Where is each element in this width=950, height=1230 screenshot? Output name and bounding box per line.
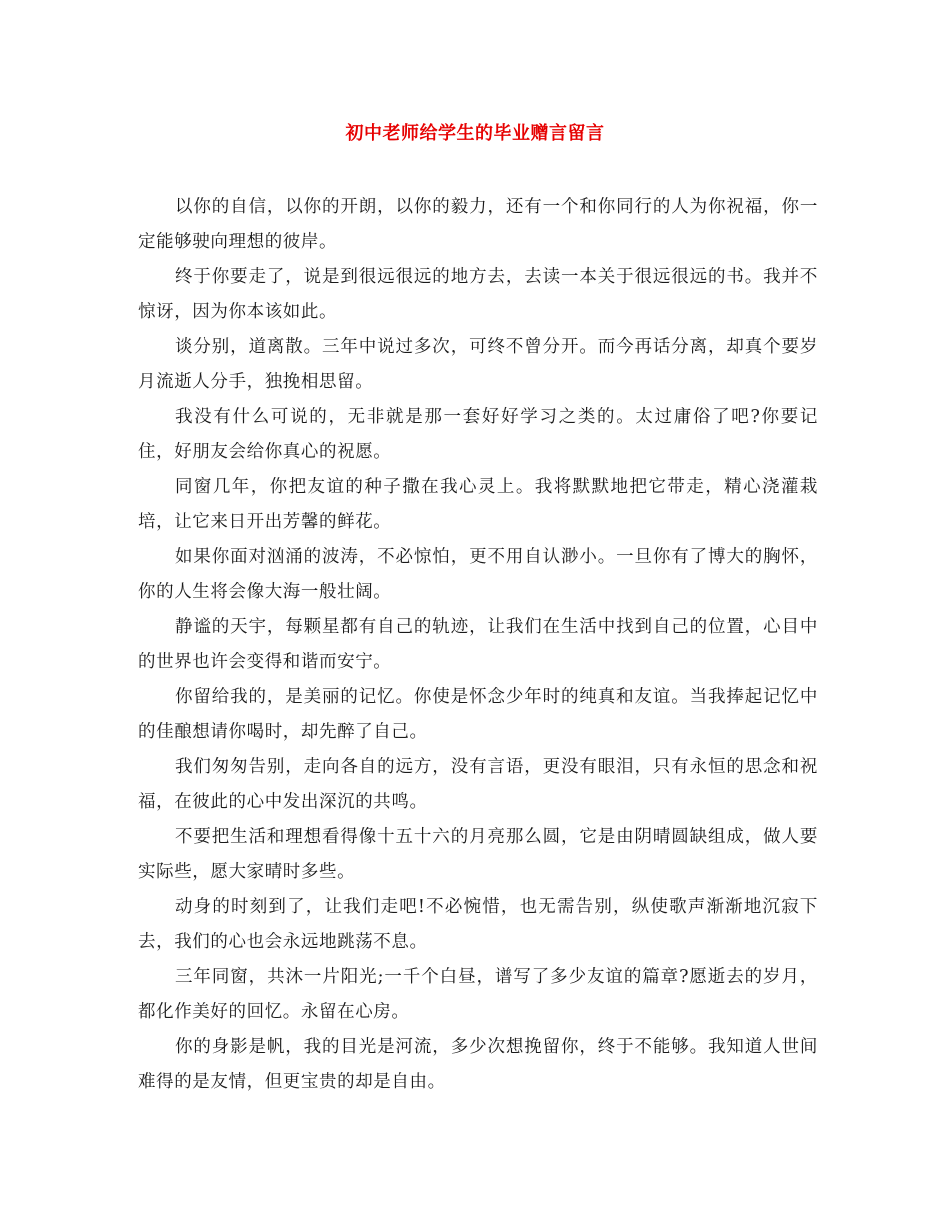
paragraph-1: 以你的自信，以你的开朗，以你的毅力，还有一个和你同行的人为你祝福，你一定能够驶向理想的彼岸。: [138, 197, 818, 252]
paragraph-13: 你的身影是帆，我的目光是河流，多少次想挽留你，终于不能够。我知道人世间难得的是友情，但更宝贵的却是自由。: [138, 1037, 818, 1092]
paragraph-11: 动身的时刻到了，让我们走吧!不必惋惜，也无需告别，纵使歌声渐渐地沉寂下去，我们的心也会永远地跳荡不息。: [138, 897, 818, 952]
paragraph-8: 你留给我的，是美丽的记忆。你使是怀念少年时的纯真和友谊。当我捧起记忆中的佳酿想请你喝时，却先醉了自己。: [138, 687, 818, 742]
page-title: 初中老师给学生的毕业赠言留言: [345, 123, 605, 144]
paragraph-9: 我们匆匆告别，走向各自的远方，没有言语，更没有眼泪，只有永恒的思念和祝福，在彼此的心中发出深沉的共鸣。: [138, 757, 818, 812]
paragraph-6: 如果你面对汹涌的波涛，不必惊怕，更不用自认渺小。一旦你有了博大的胸怀，你的人生将会像大海一般壮阔。: [138, 547, 818, 602]
paragraph-2: 终于你要走了，说是到很远很远的地方去，去读一本关于很远很远的书。我并不惊讶，因为你本该如此。: [138, 267, 818, 322]
paragraph-3: 谈分别，道离散。三年中说过多次，可终不曾分开。而今再话分离，却真个要岁月流逝人分手，独挽相思留。: [138, 337, 818, 392]
paragraph-7: 静谧的天宇，每颗星都有自己的轨迹，让我们在生活中找到自己的位置，心目中的世界也许会变得和谐而安宁。: [138, 617, 818, 672]
paragraph-5: 同窗几年，你把友谊的种子撒在我心灵上。我将默默地把它带走，精心浇灌栽培，让它来日开出芳馨的鲜花。: [138, 477, 818, 532]
paragraph-10: 不要把生活和理想看得像十五十六的月亮那么圆，它是由阴晴圆缺组成，做人要实际些，愿大家晴时多些。: [138, 827, 818, 882]
paragraph-12: 三年同窗，共沐一片阳光;一千个白昼，谱写了多少友谊的篇章?愿逝去的岁月，都化作美好的回忆。永留在心房。: [138, 967, 818, 1022]
paragraph-4: 我没有什么可说的，无非就是那一套好好学习之类的。太过庸俗了吧?你要记住，好朋友会给你真心的祝愿。: [138, 407, 818, 462]
document-body: [138, 190, 818, 1100]
